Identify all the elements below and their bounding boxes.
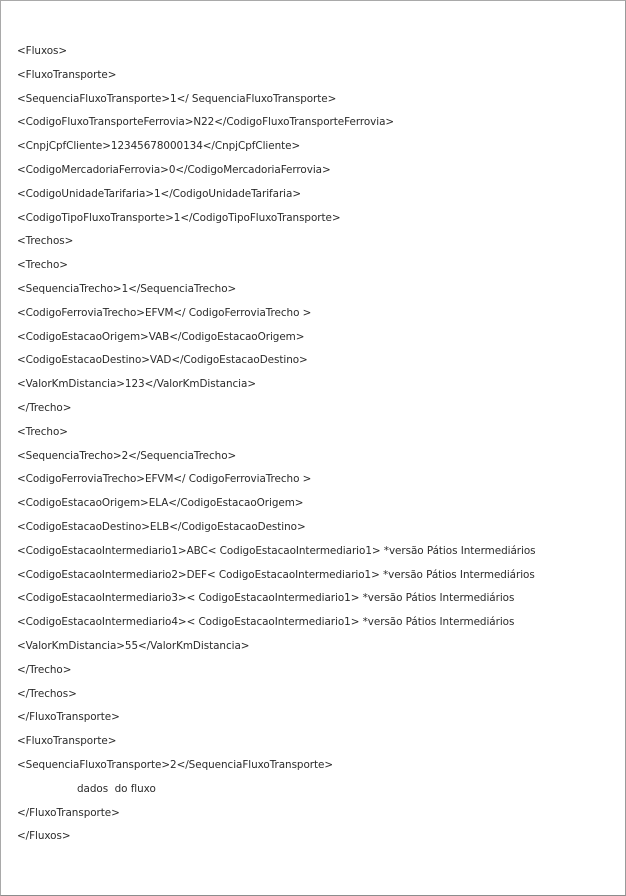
document-line: <CodigoEstacaoIntermediario4>< CodigoEstacaoIntermediario1> *versão Pátios Intermediários (17, 616, 515, 629)
document-line: <Trecho> (17, 259, 68, 272)
document-line: </Trecho> (17, 401, 72, 414)
document-line: <CodigoEstacaoOrigem>VAB</CodigoEstacaoOrigem> (17, 330, 305, 343)
document-line: <CodigoFerroviaTrecho>EFVM</ CodigoFerroviaTrecho > (17, 306, 312, 319)
document-line: <CodigoUnidadeTarifaria>1</CodigoUnidadeTarifaria> (17, 187, 301, 200)
document-line: <ValorKmDistancia>123</ValorKmDistancia> (17, 378, 256, 391)
xml-text-block (17, 43, 536, 852)
document-line: <CodigoEstacaoIntermediario1>ABC< CodigoEstacaoIntermediario1> *versão Pátios Intermediários (17, 544, 536, 557)
document-line: <ValorKmDistancia>55</ValorKmDistancia> (17, 639, 250, 652)
document-line: <CodigoEstacaoDestino>ELB</CodigoEstacaoDestino> (17, 520, 306, 533)
document-line: <CodigoFluxoTransporteFerrovia>N22</CodigoFluxoTransporteFerrovia> (17, 116, 395, 129)
document-line: <Trechos> (17, 235, 74, 248)
document-line: <CodigoEstacaoDestino>VAD</CodigoEstacaoDestino> (17, 354, 308, 367)
document-line: <CodigoFerroviaTrecho>EFVM</ CodigoFerroviaTrecho > (17, 473, 312, 486)
document-line: <SequenciaFluxoTransporte>1</ SequenciaFluxoTransporte> (17, 92, 337, 105)
document-line: dados do fluxo (77, 782, 156, 795)
document-line: </FluxoTransporte> (17, 711, 120, 724)
document-line: <Fluxos> (17, 45, 68, 57)
document-line: </Trechos> (17, 687, 77, 700)
document-line: <Trecho> (17, 425, 68, 438)
document-line: <CodigoEstacaoOrigem>ELA</CodigoEstacaoOrigem> (17, 497, 304, 510)
document-line: <CodigoMercadoriaFerrovia>0</CodigoMercadoriaFerrovia> (17, 163, 331, 176)
document-line: <SequenciaFluxoTransporte>2</SequenciaFluxoTransporte> (17, 758, 334, 771)
document-line: <CodigoEstacaoIntermediario3>< CodigoEstacaoIntermediario1> *versão Pátios Intermediários (17, 592, 515, 605)
document-line: <CnpjCpfCliente>12345678000134</CnpjCpfCliente> (17, 140, 301, 153)
document-line: </FluxoTransporte> (17, 806, 120, 819)
document-line: <SequenciaTrecho>1</SequenciaTrecho> (17, 282, 237, 295)
document-line: <CodigoTipoFluxoTransporte>1</CodigoTipoFluxoTransporte> (17, 211, 341, 224)
document-line: <CodigoEstacaoIntermediario2>DEF< CodigoEstacaoIntermediario1> *versão Pátios Intermediários (17, 568, 535, 581)
document-line: <FluxoTransporte> (17, 68, 117, 81)
document-line: </Trecho> (17, 663, 72, 676)
document-line: <FluxoTransporte> (17, 735, 117, 748)
document-line: <SequenciaTrecho>2</SequenciaTrecho> (17, 449, 237, 462)
document-line: </Fluxos> (17, 830, 71, 843)
